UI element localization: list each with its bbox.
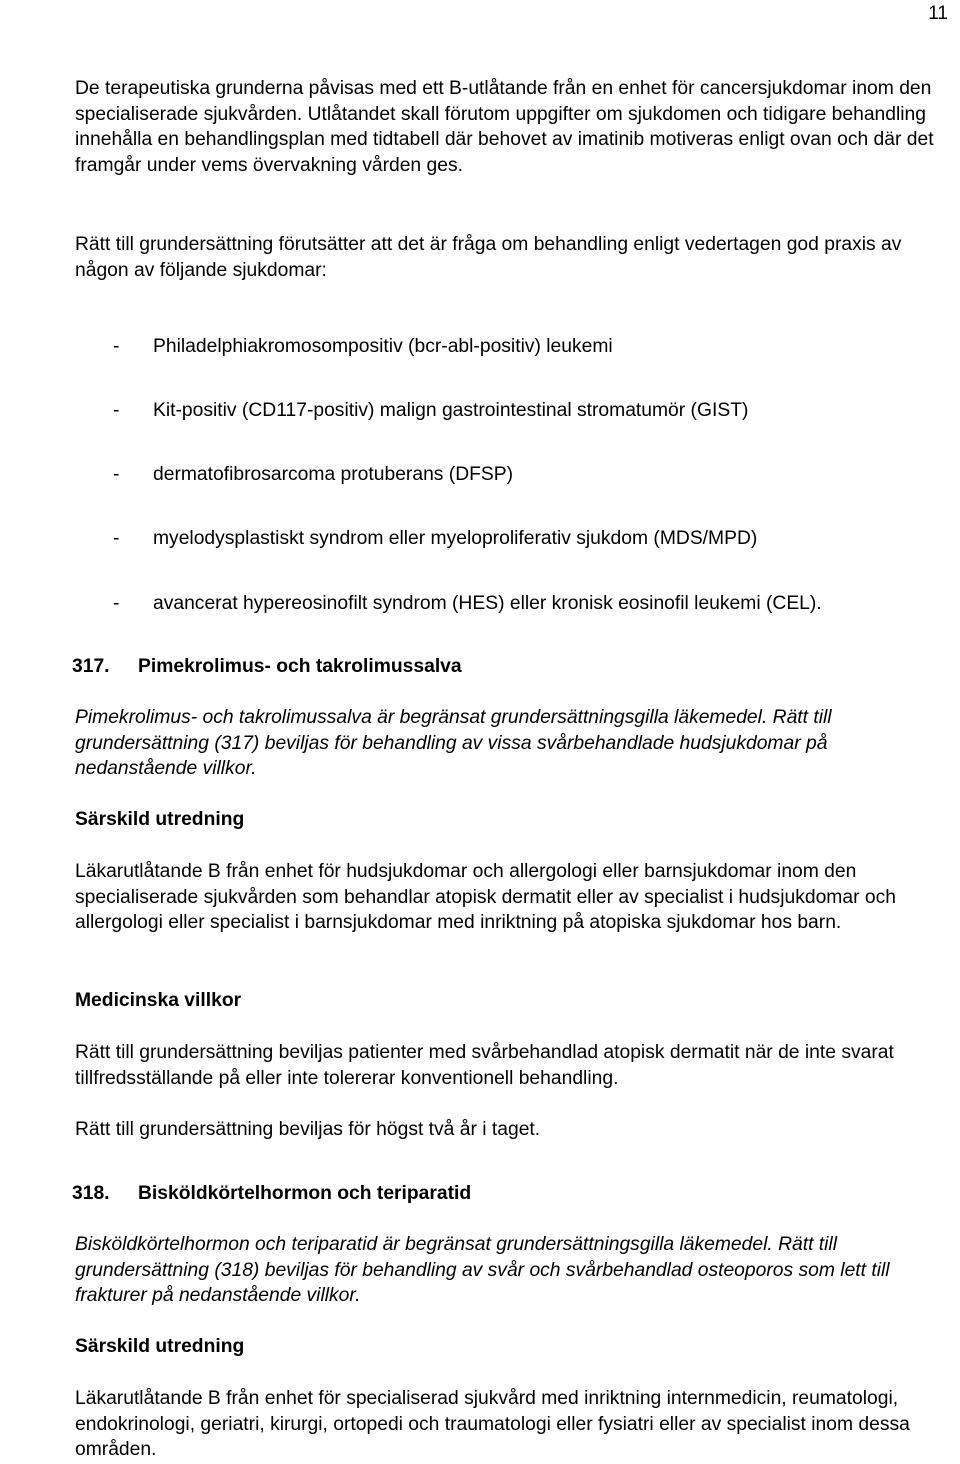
list-dash: - [113, 336, 120, 357]
section-317-special-heading: Särskild utredning [75, 809, 245, 830]
section-title: Pimekrolimus- och takrolimussalva [138, 656, 462, 677]
section-318-special-text: Läkarutlåtande B från enhet för specialiserad sjukvård med inriktning internmedicin, reumatologi, endokrinologi, geriatri, kirurgi, ortopedi och traumatologi eller fysiatri eller av specialist inom dessa områden. [75, 1388, 910, 1460]
list-item [113, 398, 748, 424]
list-item-text: Kit-positiv (CD117-positiv) malign gastrointestinal stromatumör (GIST) [153, 400, 749, 421]
section-number: 317. [72, 656, 110, 677]
list-dash: - [113, 400, 120, 421]
list-dash: - [113, 528, 120, 549]
list-item-text: avancerat hypereosinofilt syndrom (HES) eller kronisk eosinofil leukemi (CEL). [153, 593, 822, 614]
section-number: 318. [72, 1183, 110, 1204]
list-dash: - [113, 464, 120, 485]
section-317-special-text: Läkarutlåtande B från enhet för hudsjukdomar och allergologi eller barnsjukdomar inom den specialiserade sjukvården som behandlar atopisk dermatit eller av specialist i hudsjukdomar och allergologi eller specialist i barnsjukdomar med inriktning på atopiska sjukdomar hos barn. [75, 861, 896, 933]
section-title: Bisköldkörtelhormon och teriparatid [138, 1183, 472, 1204]
list-dash: - [113, 593, 120, 614]
section-317-medical-text-1: Rätt till grundersättning beviljas patienter med svårbehandlad atopisk dermatit när de inte svarat tillfredsställande på eller inte tolererar konventionell behandling. [75, 1042, 894, 1089]
section-317-intro: Pimekrolimus- och takrolimussalva är begränsat grundersättningsgilla läkemedel. Rätt till grundersättning (317) beviljas för behandling av vissa svårbehandlade hudsjukdomar på nedanstående villkor. [75, 707, 832, 779]
section-317-medical-text-2: Rätt till grundersättning beviljas för högst två år i taget. [75, 1119, 541, 1140]
intro-paragraph-1: De terapeutiska grunderna påvisas med ett B-utlåtande från en enhet för cancersjukdomar inom den specialiserade sjukvården. Utlåtandet skall förutom uppgifter om sjukdomen och tidigare behandling innehålla en behandlingsplan med tidtabell där behovet av imatinib motiveras enligt ovan och där det framgår under vems övervakning vården ges. [75, 78, 934, 176]
list-item [113, 334, 613, 360]
intro-paragraph-2: Rätt till grundersättning förutsätter att det är fråga om behandling enligt vedertagen god praxis av någon av följande sjukdomar: [75, 234, 902, 281]
page-number: 11 [928, 3, 948, 24]
list-item [113, 591, 822, 617]
list-item-text: myelodysplastiskt syndrom eller myeloproliferativ sjukdom (MDS/MPD) [153, 528, 758, 549]
list-item-text: dermatofibrosarcoma protuberans (DFSP) [153, 464, 514, 485]
section-heading-318 [72, 1181, 472, 1207]
section-317-medical-heading: Medicinska villkor [75, 990, 242, 1011]
section-318-intro: Bisköldkörtelhormon och teriparatid är begränsat grundersättningsgilla läkemedel. Rätt till grundersättning (318) beviljas för behandling av svår och svårbehandlad osteoporos som lett till frakturer på nedanstående villkor. [75, 1234, 890, 1306]
list-item [113, 462, 513, 488]
section-heading-317 [72, 654, 462, 680]
section-318-special-heading: Särskild utredning [75, 1336, 245, 1357]
list-item-text: Philadelphiakromosompositiv (bcr-abl-positiv) leukemi [153, 336, 613, 357]
list-item [113, 526, 757, 552]
